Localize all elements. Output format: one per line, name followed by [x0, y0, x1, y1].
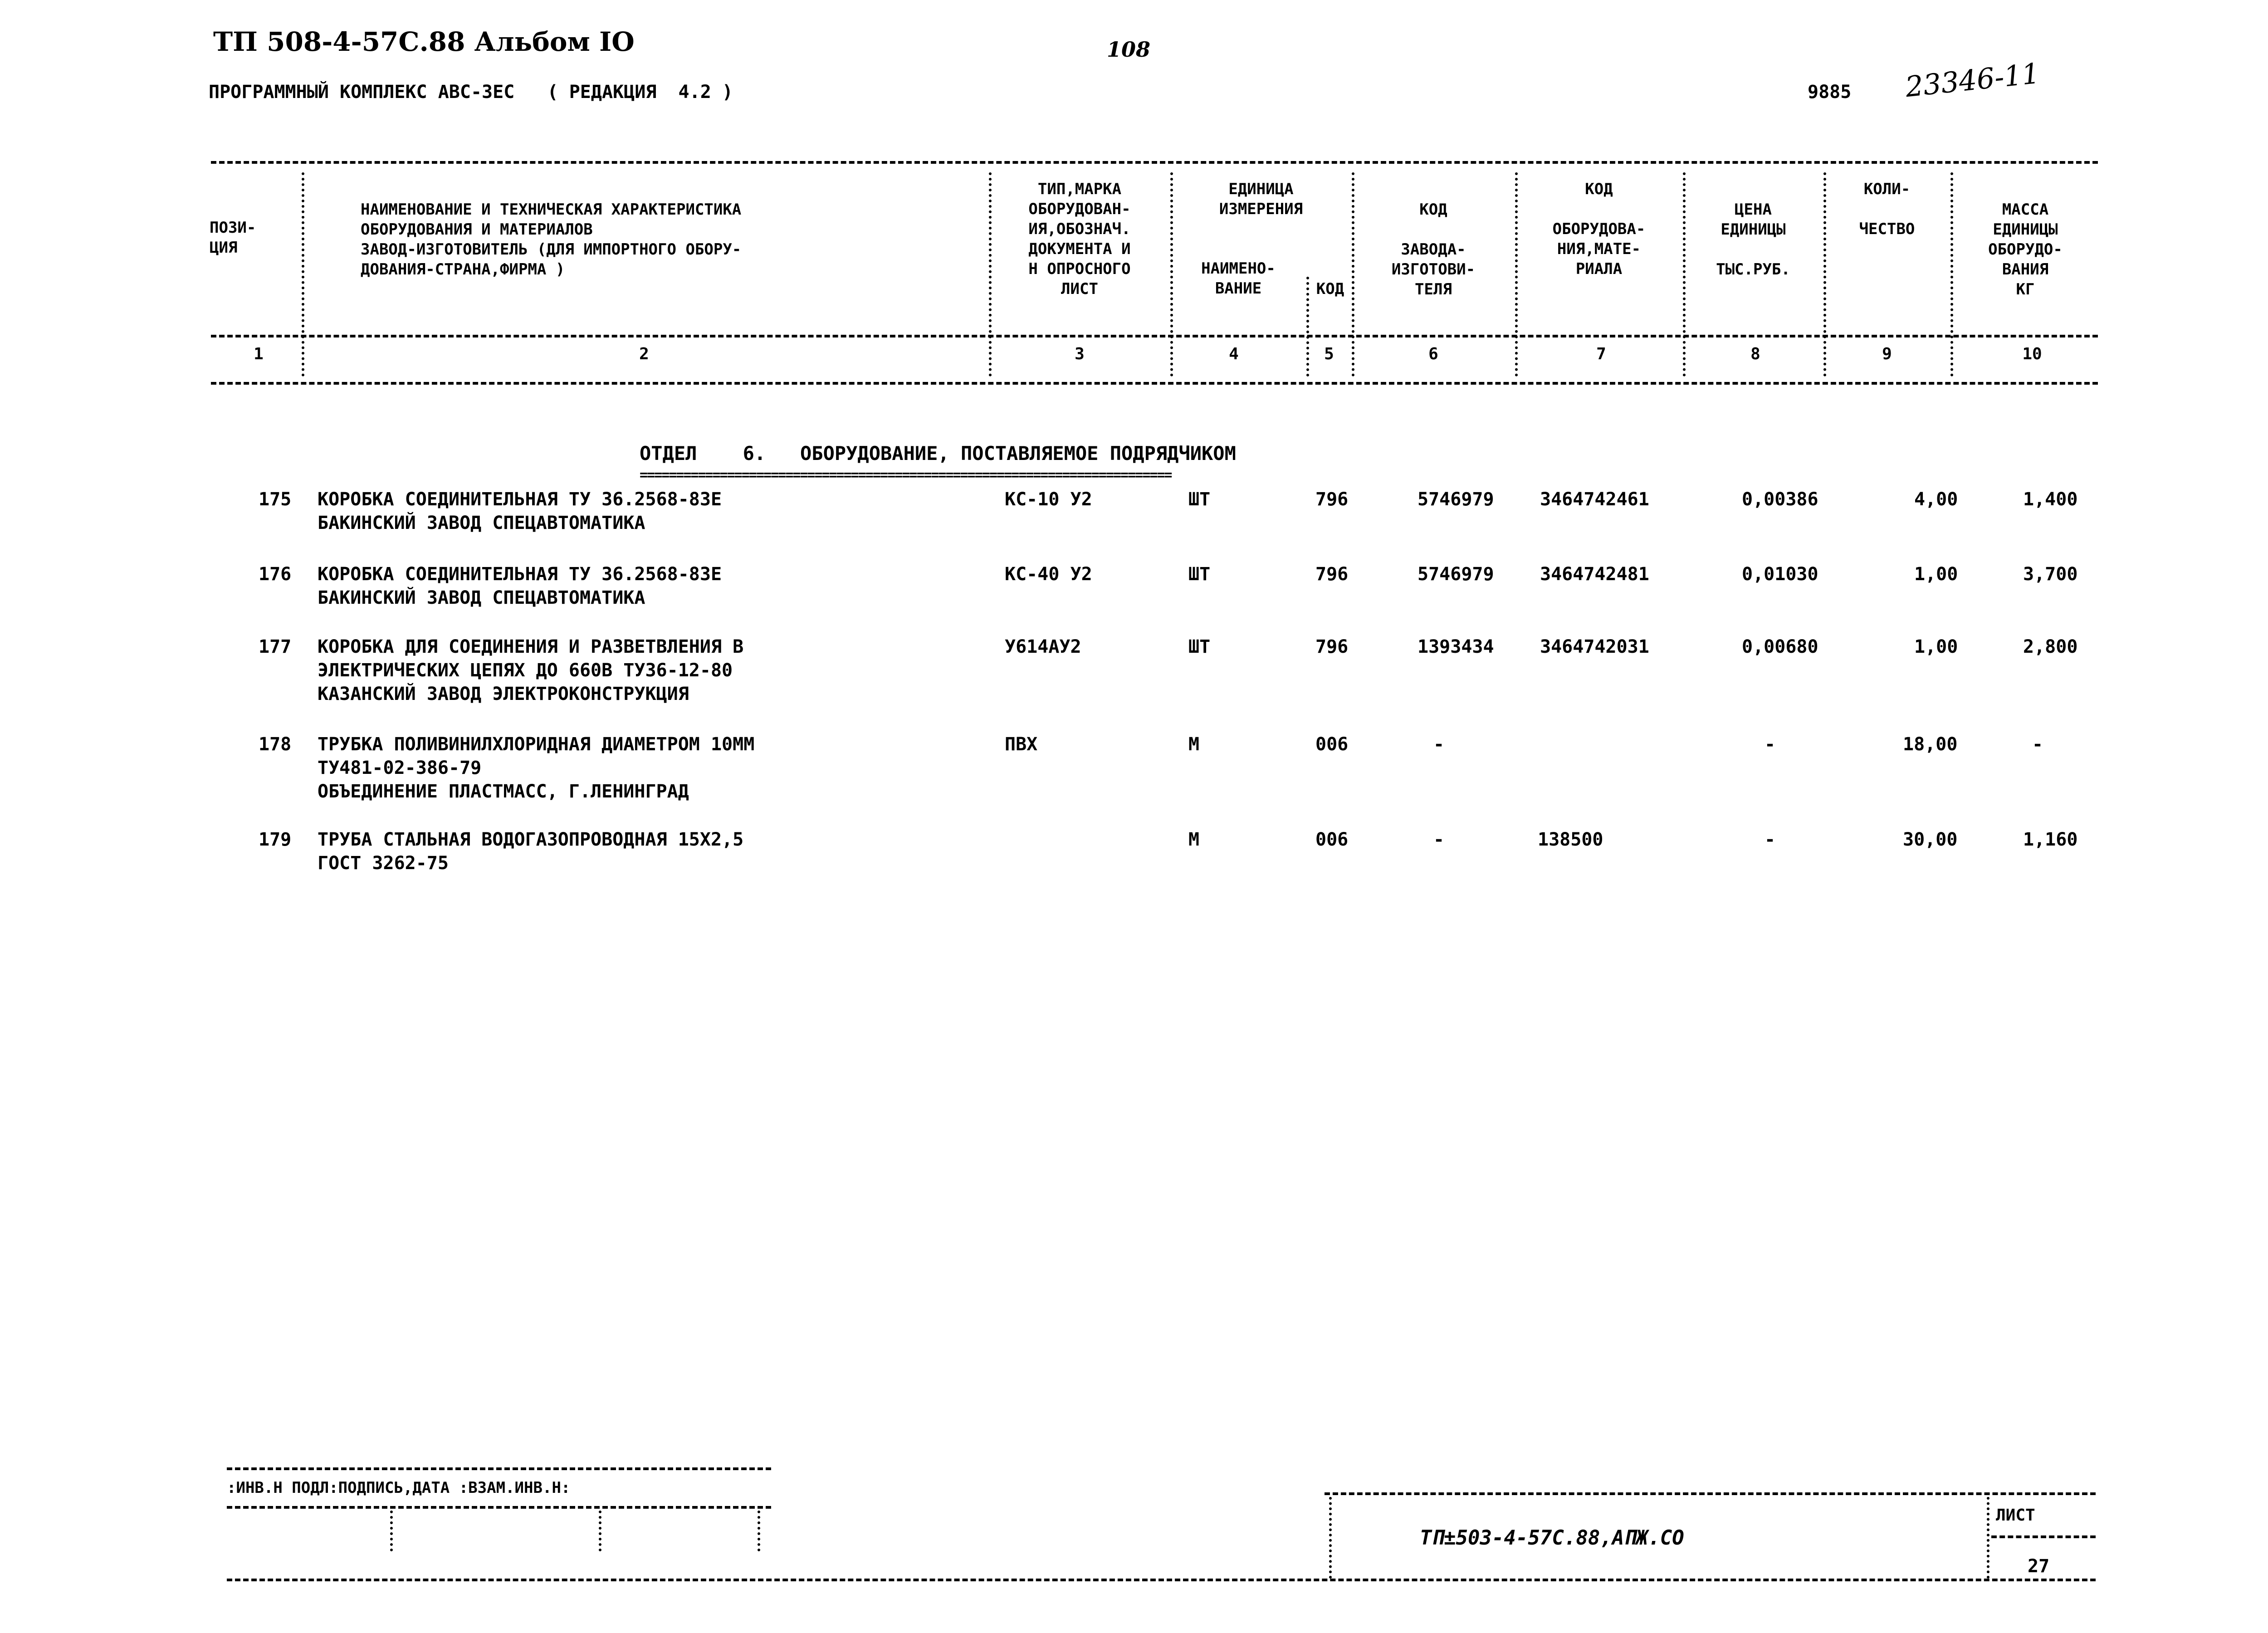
row-mass: 3,700 [2023, 564, 2078, 585]
row-name: КОРОБКА СОЕДИНИТЕЛЬНАЯ ТУ 36.2568-83Е БАКИНСКИЙ ЗАВОД СПЕЦАВТОМАТИКА [318, 489, 722, 533]
col-sep-1 [302, 172, 304, 376]
row-position: 176 [259, 564, 292, 585]
row-position: 179 [259, 829, 292, 850]
stamp-doc-number: ТП±503-4-57С.88,АПЖ.СО [1420, 1526, 1684, 1550]
header-type: ТИП,МАРКА ОБОРУДОВАН- ИЯ,ОБОЗНАЧ. ДОКУМЕНТА И Н ОПРОСНОГО ЛИСТ [1028, 180, 1131, 298]
document-code: 9885 [1808, 82, 1852, 103]
row-quantity: 30,00 [1903, 829, 1958, 850]
program-line: ПРОГРАММНЫЙ КОМПЛЕКС АВС-3ЕС ( РЕДАКЦИЯ 4.2 ) [209, 82, 733, 103]
section-underline: ========================================================================= [640, 467, 1172, 483]
row-unit-code: 796 [1315, 564, 1349, 585]
colnum-9: 9 [1882, 345, 1892, 363]
stamp-bottom-border [227, 1579, 2096, 1581]
row-unit-name: ШТ [1188, 564, 1211, 585]
stamp-sheet-number: 27 [2028, 1556, 2050, 1577]
row-quantity: 4,00 [1914, 489, 1958, 510]
row-mass: 1,160 [2023, 829, 2078, 850]
row-position: 177 [259, 636, 292, 657]
row-price: 0,00386 [1742, 489, 1818, 510]
stamp-left-sep-2 [599, 1511, 601, 1551]
row-name: КОРОБКА ДЛЯ СОЕДИНЕНИЯ И РАЗВЕТВЛЕНИЯ В ЭЛЕКТРИЧЕСКИХ ЦЕПЯХ ДО 660В ТУ36-12-80 КАЗАНСКИЙ ЗАВОД ЭЛЕКТРОКОНСТРУКЦИЯ [318, 636, 744, 704]
stamp-sheet-divider [1991, 1535, 2096, 1538]
row-quantity: 1,00 [1914, 564, 1958, 585]
row-unit-name: М [1188, 734, 1200, 755]
colnum-3: 3 [1075, 345, 1085, 363]
stamp-left-top-border [227, 1467, 771, 1470]
colnum-1: 1 [254, 345, 264, 363]
row-quantity: 18,00 [1903, 734, 1958, 755]
stamp-left-sep-1 [390, 1511, 393, 1551]
page-number: 108 [1107, 37, 1151, 62]
header-position: ПОЗИ- ЦИЯ [210, 219, 256, 257]
table-header-divider [211, 335, 2098, 337]
header-quantity: КОЛИ- ЧЕСТВО [1859, 180, 1915, 238]
stamp-left-divider [227, 1506, 771, 1509]
row-mass: 2,800 [2023, 636, 2078, 657]
colnum-4: 4 [1229, 345, 1239, 363]
handwritten-note: 23346-11 [1903, 56, 2042, 104]
row-equipment-code: 3464742481 [1540, 564, 1649, 585]
colnum-8: 8 [1750, 345, 1760, 363]
row-equipment-code: 138500 [1538, 829, 1603, 850]
row-unit-code: 796 [1315, 636, 1349, 657]
row-type: КС-10 У2 [1005, 489, 1092, 510]
row-unit-code: 006 [1315, 734, 1349, 755]
header-unit-group: ЕДИНИЦА ИЗМЕРЕНИЯ [1219, 180, 1303, 218]
header-unit-code: КОД [1316, 280, 1344, 298]
row-type: ПВХ [1005, 734, 1038, 755]
table-colnum-divider [211, 382, 2098, 385]
row-unit-name: ШТ [1188, 636, 1211, 657]
stamp-right-sep-left [1329, 1497, 1332, 1579]
row-manufacturer-code: - [1433, 734, 1445, 755]
stamp-right-sep-sheet [1987, 1497, 1989, 1579]
colnum-6: 6 [1428, 345, 1438, 363]
row-type: КС-40 У2 [1005, 564, 1092, 585]
stamp-right-top-border [1325, 1492, 2096, 1495]
row-position: 175 [259, 489, 292, 510]
row-equipment-code: 3464742031 [1540, 636, 1649, 657]
header-name: НАИМЕНОВАНИЕ И ТЕХНИЧЕСКАЯ ХАРАКТЕРИСТИКА ОБОРУДОВАНИЯ И МАТЕРИАЛОВ ЗАВОД-ИЗГОТОВИТЕЛЬ (ДЛЯ ИМПОРТНОГО ОБОРУ- ДОВАНИЯ-СТРАНА,ФИРМА ) [361, 200, 742, 279]
row-price: 0,01030 [1742, 564, 1818, 585]
row-price: 0,00680 [1742, 636, 1818, 657]
row-equipment-code: 3464742461 [1540, 489, 1649, 510]
row-unit-name: М [1188, 829, 1200, 850]
row-unit-code: 006 [1315, 829, 1349, 850]
row-manufacturer-code: 5746979 [1418, 564, 1494, 585]
stamp-left-labels: :ИНВ.Н ПОДЛ:ПОДПИСЬ,ДАТА :ВЗАМ.ИНВ.Н: [227, 1479, 571, 1497]
row-type: У614АУ2 [1005, 636, 1081, 657]
stamp-left-sep-3 [758, 1511, 760, 1551]
row-manufacturer-code: - [1433, 829, 1445, 850]
colnum-2: 2 [639, 345, 649, 363]
colnum-5: 5 [1324, 345, 1334, 363]
colnum-10: 10 [2022, 345, 2042, 363]
colnum-7: 7 [1596, 345, 1606, 363]
row-unit-code: 796 [1315, 489, 1349, 510]
header-mass: МАССА ЕДИНИЦЫ ОБОРУДО- ВАНИЯ КГ [1988, 200, 2063, 298]
document-title: ТП 508-4-57С.88 Альбом IO [213, 26, 635, 57]
header-price: ЦЕНА ЕДИНИЦЫ ТЫС.РУБ. [1716, 200, 1790, 279]
row-unit-name: ШТ [1188, 489, 1211, 510]
row-name: ТРУБКА ПОЛИВИНИЛХЛОРИДНАЯ ДИАМЕТРОМ 10ММ ТУ481-02-386-79 ОБЪЕДИНЕНИЕ ПЛАСТМАСС, Г.ЛЕНИНГРАД [318, 734, 755, 802]
row-mass: - [2032, 734, 2043, 755]
row-manufacturer-code: 1393434 [1418, 636, 1494, 657]
table-top-border [211, 161, 2098, 164]
row-price: - [1765, 829, 1776, 850]
row-name: ТРУБА СТАЛЬНАЯ ВОДОГАЗОПРОВОДНАЯ 15Х2,5 ГОСТ 3262-75 [318, 829, 744, 874]
row-price: - [1765, 734, 1776, 755]
row-position: 178 [259, 734, 292, 755]
header-unit-name: НАИМЕНО- ВАНИЕ [1201, 259, 1276, 298]
stamp-sheet-label: ЛИСТ [1996, 1506, 2035, 1525]
header-equipment-code: КОД ОБОРУДОВА- НИЯ,МАТЕ- РИАЛА [1552, 180, 1646, 278]
row-manufacturer-code: 5746979 [1418, 489, 1494, 510]
section-title: ОТДЕЛ 6. ОБОРУДОВАНИЕ, ПОСТАВЛЯЕМОЕ ПОДРЯДЧИКОМ [640, 442, 1236, 464]
row-quantity: 1,00 [1914, 636, 1958, 657]
row-mass: 1,400 [2023, 489, 2078, 510]
header-manufacturer-code: КОД ЗАВОДА- ИЗГОТОВИ- ТЕЛЯ [1391, 200, 1476, 298]
row-name: КОРОБКА СОЕДИНИТЕЛЬНАЯ ТУ 36.2568-83Е БАКИНСКИЙ ЗАВОД СПЕЦАВТОМАТИКА [318, 564, 722, 608]
